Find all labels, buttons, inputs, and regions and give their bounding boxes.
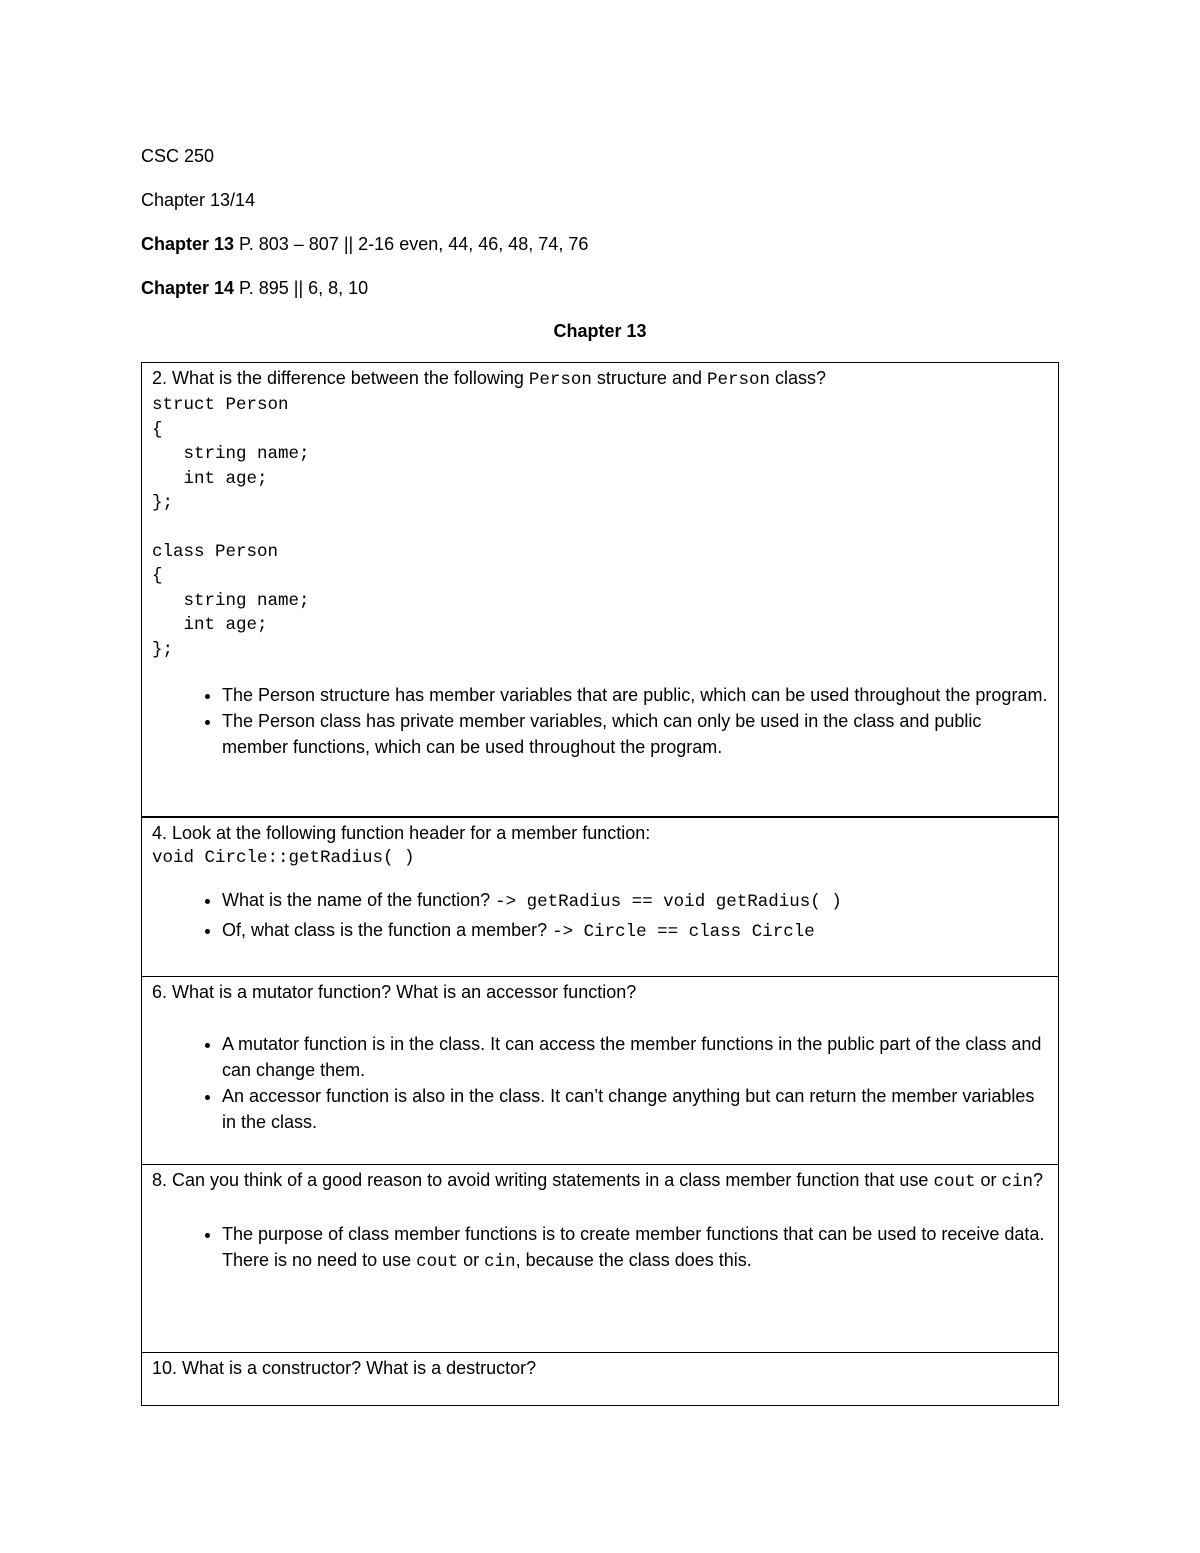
chapter-14-label: Chapter 14 <box>141 278 235 298</box>
list-item <box>222 917 1048 945</box>
list-item: • An accessor function is also in the class. It can’t change anything but can return the member variables in the class. <box>222 1083 1048 1135</box>
chapter-14-assignment <box>141 277 368 299</box>
q8-code-b: cin <box>1001 1172 1033 1192</box>
section-title: Chapter 13 <box>553 321 647 341</box>
list-item <box>222 887 1048 915</box>
chapter-13-label: Chapter 13 <box>141 234 235 254</box>
q2-text-a: 2. What is the difference between the following <box>152 368 529 388</box>
q8-answer-code-a: cout <box>416 1252 459 1272</box>
list-item: • The Person structure has member variables that are public, which can be used throughout the program. <box>222 682 1048 708</box>
q4-answer-1-text: What is the name of the function? <box>222 889 496 910</box>
questions-table <box>141 362 1059 1406</box>
chapters-line: Chapter 13/14 <box>141 190 256 210</box>
function-header-code: void Circle::getRadius( ) <box>152 848 415 868</box>
struct-code-block: struct Person { string name; int age; }; <box>152 395 310 513</box>
q4-answer-2-text: Of, what class is the function a member? <box>222 919 553 940</box>
q8-code-a: cout <box>933 1172 976 1192</box>
question-4-prompt: 4. Look at the following function header for a member function: <box>152 823 651 843</box>
chapter-13-detail: P. 803 – 807 || 2-16 even, 44, 46, 48, 74, 76 <box>234 234 589 254</box>
q2-code-b: Person <box>706 370 770 390</box>
chapter-14-detail: P. 895 || 6, 8, 10 <box>234 278 369 298</box>
list-item: • The Person class has private member variables, which can only be used in the class and public member functions, which can be used throughout the program. <box>222 708 1048 760</box>
q8-text-b: or <box>975 1170 1002 1190</box>
q8-text-a: 8. Can you think of a good reason to avoid writing statements in a class member function that use <box>152 1170 934 1190</box>
list-item: • A mutator function is in the class. It can access the member functions in the public part of the class and can change them. <box>222 1031 1048 1083</box>
q8-answer-list <box>152 1221 1048 1275</box>
q4-answer-1-code: -> getRadius == void getRadius( ) <box>495 891 842 912</box>
q8-answer-code-b: cin <box>484 1252 516 1272</box>
question-2-prompt <box>152 365 1048 393</box>
q4-answer-2-code: -> Circle == class Circle <box>552 921 815 942</box>
q8-answer-text-a: The purpose of class member functions is to create member functions that can be used to receive data. There is no need to use <box>222 1224 1045 1270</box>
q6-answer-list <box>152 1031 1048 1135</box>
q2-code-a: Person <box>528 370 592 390</box>
q8-answer-text-b: or <box>458 1250 485 1270</box>
question-8-prompt <box>152 1167 1048 1195</box>
q2-text-c: class? <box>770 368 827 388</box>
question-2-cell <box>142 363 1058 818</box>
list-item <box>222 1221 1048 1275</box>
question-4-cell <box>142 818 1058 977</box>
class-code-block: class Person { string name; int age; }; <box>152 541 310 660</box>
q2-text-b: structure and <box>591 368 707 388</box>
q2-answer-list <box>152 682 1048 760</box>
question-8-cell <box>142 1165 1058 1353</box>
course-code: CSC 250 <box>141 146 215 166</box>
q8-answer-text-c: , because the class does this. <box>515 1250 752 1270</box>
question-10-cell <box>142 1353 1058 1405</box>
question-6-cell <box>142 977 1058 1165</box>
question-10-prompt: 10. What is a constructor? What is a destructor? <box>152 1358 537 1378</box>
q4-answer-list <box>152 887 1048 945</box>
q8-text-c: ? <box>1032 1170 1043 1190</box>
question-6-prompt: 6. What is a mutator function? What is an accessor function? <box>152 982 637 1002</box>
chapter-13-assignment <box>141 233 588 255</box>
